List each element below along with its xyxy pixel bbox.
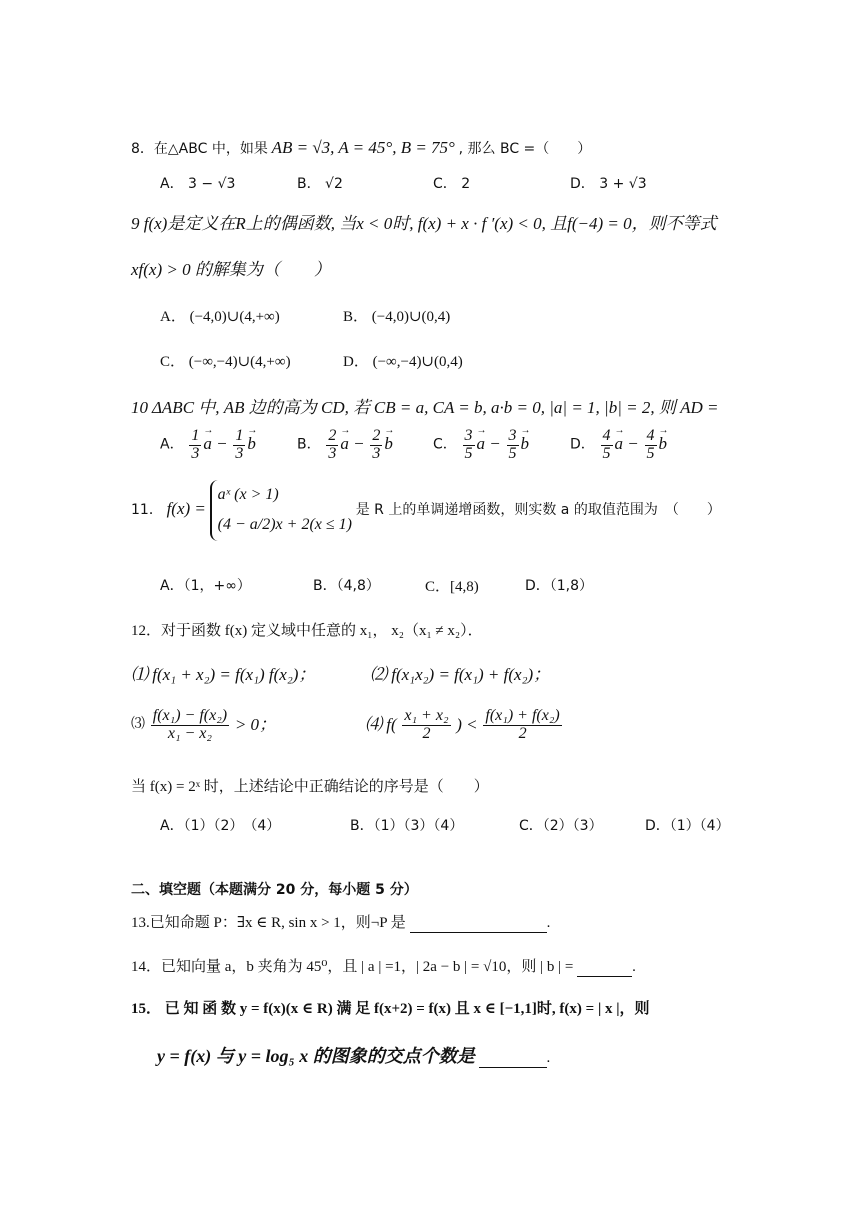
q15-line2 [157, 1046, 550, 1068]
q10-option-d-label: D． [570, 436, 595, 453]
q15-end: . [546, 1050, 551, 1066]
q10-stem [131, 398, 719, 418]
q9-option-b: B． (−4,0)∪(0,4) [343, 309, 451, 325]
q12-option-a: A．（1）（2） （4） [160, 818, 281, 834]
q8-stem-text: 8．在△ABC 中，如果 [131, 141, 268, 157]
q12-stem2: 当 f(x) = 2ˣ 时，上述结论中正确结论的序号是（ ） [131, 779, 489, 795]
q11-fx: f(x) = [166, 498, 206, 518]
q10-option-d: D． $\frac{4}{5}$ → a − $\frac{4}{5}$ → b [570, 428, 667, 463]
q12-c3-tail: > 0； [234, 715, 277, 735]
q13-end: . [546, 915, 551, 931]
q13-text: 13.已知命题 P：∃x ∈ R, sin x > 1，则¬P 是 [131, 915, 406, 931]
q12-c4 [365, 708, 564, 743]
q10-b-frac2: $\frac{2}{3}$ [372, 427, 381, 462]
q8-stem [131, 138, 591, 158]
q14-text: 14．已知向量 a，b 夹角为 45⁰，且 | a | =1，| 2a − b | = √10，则 | b | = [131, 959, 574, 975]
q15-line1 [131, 1000, 650, 1018]
q8-option-a: A． 3 − √3 [160, 176, 236, 192]
q12-c1: ⑴ f(x₁ + x₂) = f(x₁) f(x₂)； [131, 665, 316, 684]
q12-c3-frac: $\frac{\text{f(x₁) − f(x₂)}}{\text{x₁ − x₂}}$ [152, 707, 228, 742]
q10-stem-text: 10 ΔABC 中, AB 边的高为 CD, 若 [131, 398, 371, 417]
q12-c3-label: ⑶ [131, 716, 145, 732]
q10-option-a-label: A． [160, 436, 184, 453]
q11-stem [131, 480, 721, 541]
q11-option-d: D．（1,8） [525, 578, 594, 594]
q12-c4-mid: ) < [456, 715, 478, 735]
q12-c2: ⑵ f(x₁x₂) = f(x₁) + f(x₂)； [370, 665, 551, 684]
q13-answer-blank[interactable] [410, 914, 547, 933]
q11-tail: 是 R 上的单调递增函数，则实数 a 的取值范围为 （ ） [355, 501, 721, 518]
q10-a-frac2: $\frac{1}{3}$ [235, 427, 244, 462]
q11-option-a: A．（1，+∞） [160, 578, 251, 594]
q9-option-d: D． (−∞,−4)∪(0,4) [343, 354, 463, 370]
q9-stem2 [131, 260, 331, 280]
q14 [131, 958, 636, 977]
q10-option-c: C． $\frac{3}{5}$ → a − $\frac{3}{5}$ → b [433, 428, 529, 463]
q12-option-b: B．（1）（3）（4） [350, 818, 464, 834]
q12-c4-frac2: $\frac{\text{f(x₁) + f(x₂)}}{2}$ [485, 707, 560, 742]
q11-num: 11． [131, 501, 163, 518]
q10-d-frac1: $\frac{4}{5}$ [602, 427, 611, 462]
q12-c4-frac1: $\frac{\text{x₁ + x₂}}{2}$ [404, 707, 449, 742]
q10-c-frac2: $\frac{3}{5}$ [508, 427, 517, 462]
q10-option-b-label: B． [297, 436, 321, 453]
q11-option-c: C．[4,8) [425, 579, 479, 595]
q11-piecewise [210, 480, 352, 541]
q8-option-b: B． √2 [297, 176, 343, 192]
q10-option-b: B． $\frac{2}{3}$ → a − $\frac{2}{3}$ → b [297, 428, 393, 463]
q10-stem-tail: CB = a, CA = b, a·b = 0, |a| = 1, |b| = 2, 则 AD = [373, 398, 719, 417]
q9-stem-text: 9 f(x)是定义在R上的偶函数, 当x < 0时, f(x) + x · f ′(x) < 0, 且f(−4) = 0，则不等式 [131, 214, 717, 233]
q8-option-c: C． 2 [433, 176, 471, 192]
q11-option-b: B．（4,8） [313, 578, 380, 594]
q10-option-a: A． $\frac{1}{3}$ → a − $\frac{1}{3}$ → b [160, 428, 256, 463]
section-2-title: 二、填空题（本题满分 20 分，每小题 5 分） [131, 882, 418, 898]
q10-c-frac1: $\frac{3}{5}$ [464, 427, 473, 462]
q10-d-frac2: $\frac{4}{5}$ [646, 427, 655, 462]
q9-stem [131, 214, 717, 234]
q10-a-frac1: $\frac{1}{3}$ [191, 427, 200, 462]
q9-option-a: A． (−4,0)∪(4,+∞) [160, 309, 280, 325]
q12-c3 [131, 708, 276, 743]
q11-case2: (4 − a/2)x + 2(x ≤ 1) [217, 516, 352, 534]
q12-option-d: D．（1）（4） [645, 818, 730, 834]
q8-expr: AB = √3, A = 45°, B = 75° [271, 138, 455, 157]
q15-answer-blank[interactable] [479, 1049, 547, 1068]
q12-option-c: C．（2）（3） [519, 818, 603, 834]
q8-tail: , 那么 BC =（ ） [458, 141, 592, 157]
q15-line1-text: 15． 已 知 函 数 y = f(x)(x ∈ R) 满 足 f(x+2) = f(x) 且 x ∈ [−1,1]时, f(x) = | x |，则 [131, 1001, 650, 1017]
q12-c4-label: ⑷ f( [365, 715, 397, 735]
q9-option-c: C． (−∞,−4)∪(4,+∞) [160, 354, 291, 370]
q12-stem: 12．对于函数 f(x) 定义域中任意的 x₁， x₂（x₁ ≠ x₂）． [131, 623, 483, 639]
q14-answer-blank[interactable] [577, 958, 632, 977]
q14-end: . [632, 959, 636, 975]
q10-b-frac1: $\frac{2}{3}$ [328, 427, 337, 462]
q15-line2-text: y = f(x) 与 y = log₅ x 的图象的交点个数是 [157, 1046, 475, 1066]
q11-case1: aˣ (x > 1) [217, 486, 279, 503]
q13 [131, 914, 550, 933]
q9-stem2-text: xf(x) > 0 的解集为（ ） [131, 260, 331, 279]
q10-option-c-label: C． [433, 436, 457, 453]
q8-option-d: D． 3 + √3 [570, 176, 647, 192]
